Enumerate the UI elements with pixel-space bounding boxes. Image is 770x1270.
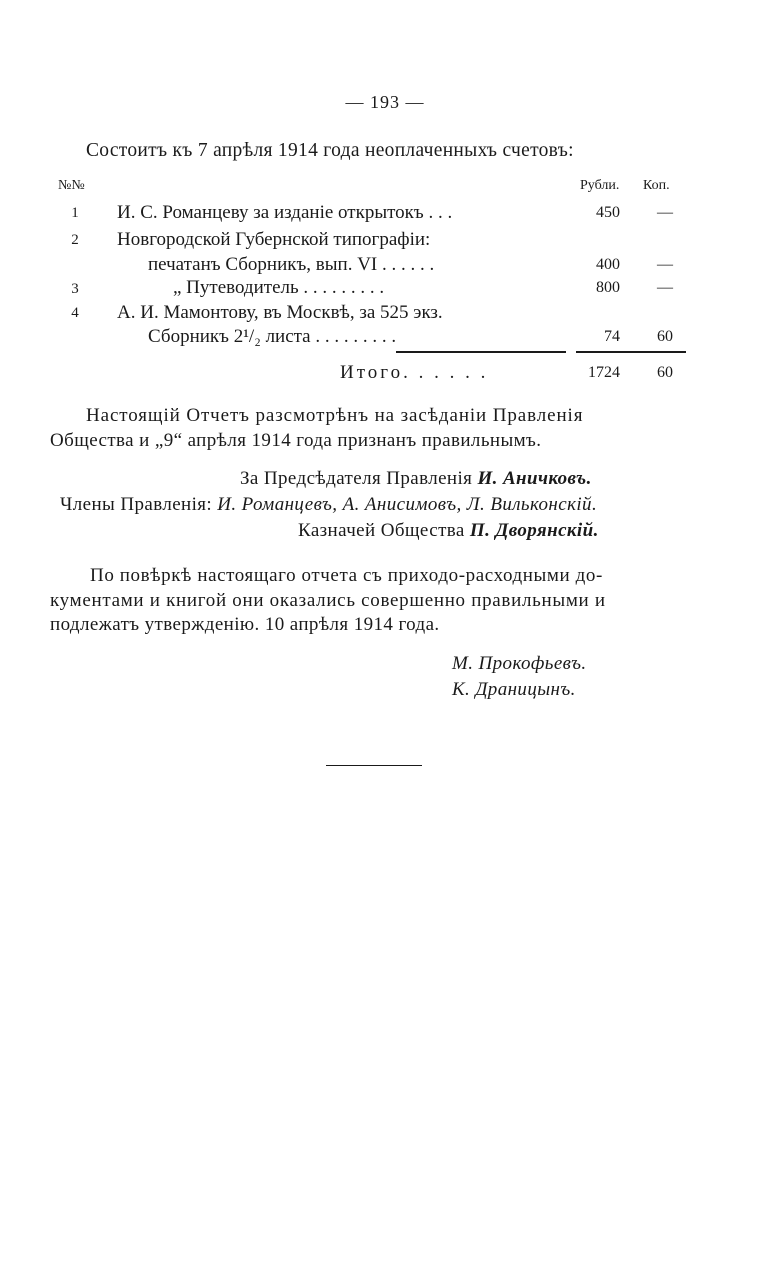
signature-line-treasurer [298,520,599,542]
row-rubles: 800 [596,279,620,296]
page-number: — 193 — [345,92,425,112]
row-kopecks: 60 [657,328,673,345]
total-rubles: 1724 [588,364,620,381]
row-text: печатанъ Сборникъ, вып. VI . . . . . . [148,254,435,275]
row-number: 4 [71,305,79,321]
row-rubles: 74 [604,328,620,345]
row-rubles: 450 [596,204,620,221]
row-kopecks: — [657,204,673,221]
members-names: И. Романцевъ, А. Анисимовъ, Л. Вильконскій. [217,494,598,515]
intro-line: Состоитъ къ 7 апрѣля 1914 года неоплаченныхъ счетовъ: [86,140,574,161]
total-label: Итого. . . . . . [340,362,489,383]
row-text: А. И. Мамонтову, въ Москвѣ, за 525 экз. [117,302,443,323]
row-number: 3 [71,281,79,297]
members-label: Члены Правленія: [60,494,213,515]
approval-line: Общества и „9“ апрѣля 1914 года признанъ правильнымъ. [50,430,542,451]
closing-rule [326,765,422,766]
treasurer-name: П. Дворянскій. [469,520,599,541]
signature-line-chair [240,468,592,490]
sum-rule [576,351,686,353]
row-rubles: 400 [596,256,620,273]
column-header-kopecks: Коп. [643,178,670,193]
audit-line: подлежатъ утвержденію. 10 апрѣля 1914 года. [50,614,440,635]
row-text: Сборникъ 2¹/₂ листа . . . . . . . . . [148,326,397,347]
row-number: 1 [71,205,79,221]
column-header-rubles: Рубли. [580,178,620,193]
auditor-signature: М. Прокофьевъ. [452,653,587,674]
sum-rule [396,351,566,353]
auditor-signature: К. Драницынъ. [452,679,576,700]
total-kopecks: 60 [657,364,673,381]
chair-label: За Предсѣдателя Правленія [240,468,473,489]
row-text: Новгородской Губернской типографіи: [117,229,431,250]
row-text: И. С. Романцеву за изданіе открытокъ . . . [117,202,453,223]
audit-line: По повѣркѣ настоящаго отчета съ приходо-расходными до- [90,565,603,586]
row-kopecks: — [657,279,673,296]
row-text: „ Путеводитель . . . . . . . . . [173,277,385,298]
column-header-number: №№ [58,178,85,193]
approval-line: Настоящій Отчетъ разсмотрѣнъ на засѣданіи Правленія [86,405,584,426]
row-number: 2 [71,232,79,248]
chair-name: И. Аничковъ. [477,468,592,489]
signature-line-members [60,494,597,516]
audit-line: кументами и книгой они оказались совершенно правильными и [50,590,606,611]
treasurer-label: Казначей Общества [298,520,465,541]
row-kopecks: — [657,256,673,273]
